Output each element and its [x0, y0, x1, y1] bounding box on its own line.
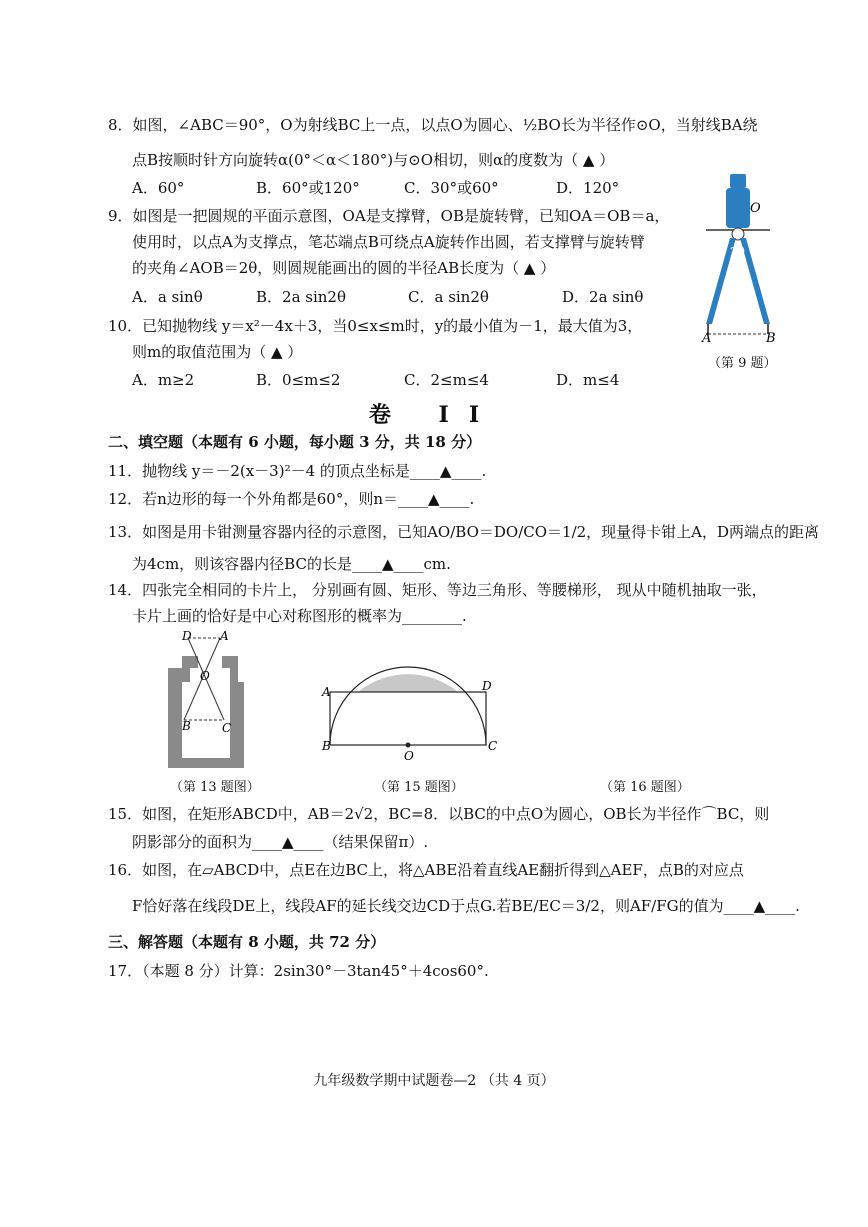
q9-line1: 9．如图是一把圆规的平面示意图，OA是支撑臂，OB是旋转臂，已知OA＝OB＝a， — [108, 207, 670, 225]
q8-option-a: A．60° — [132, 179, 185, 197]
q10-line2: 则m的取值范围为（ ▲ ） — [132, 343, 303, 361]
compass-knob — [730, 174, 746, 188]
q16-line2: F恰好落在线段DE上，线段AF的延长线交边CD于点G.若BE/EC＝3/2，则AF/FG的值为____▲____. — [132, 897, 800, 915]
page-footer: 九年级数学期中试题卷—2 （共 4 页） — [313, 1073, 555, 1089]
fig16-caption: （第 16 题图） — [600, 780, 690, 795]
fig15-label-a: A — [322, 685, 331, 699]
q10-line1: 10．已知抛物线 y＝x²－4x＋3，当0≤x≤m时，y的最小值为－1，最大值为3， — [108, 317, 643, 335]
q9-option-c: C．a sin2θ — [408, 288, 489, 306]
center-o — [406, 743, 411, 748]
label-angle: 2θ — [730, 245, 745, 259]
q8-line1: 8．如图，∠ABC＝90°，O为射线BC上一点，以点O为圆心、½BO长为半径作⊙O，当射线BA绕 — [108, 116, 758, 134]
compass-figure — [700, 172, 780, 346]
fig13-label-c: C — [222, 721, 232, 735]
q10-option-d: D．m≤4 — [556, 371, 620, 389]
q14-line1: 14．四张完全相同的卡片上， 分别画有圆、矩形、等边三角形、等腰梯形， 现从中随机抽取一张， — [108, 581, 767, 599]
fig15-diagram — [322, 670, 502, 770]
q8-line2: 点B按顺时针方向旋转α(0°＜α＜180°)与⊙O相切，则α的度数为（ ▲ ） — [132, 151, 615, 169]
fig15-label-o: O — [404, 749, 414, 763]
q13-line1: 13．如图是用卡钳测量容器内径的示意图，已知AO/BO＝DO/CO＝1/2，现量得卡钳上A，D两端点的距离 — [108, 523, 820, 541]
q9-line3: 的夹角∠AOB＝2θ，则圆规能画出的圆的半径AB长度为（ ▲ ） — [132, 259, 556, 277]
fill-section-heading: 二、填空题（本题有 6 小题，每小题 3 分，共 18 分） — [108, 433, 482, 451]
q9-option-a: A．a sinθ — [132, 288, 203, 306]
fig15-label-b: B — [322, 739, 331, 753]
label-o: O — [750, 201, 761, 216]
q12: 12．若n边形的每一个外角都是60°，则n＝____▲____. — [108, 490, 475, 508]
q16-line1: 16．如图，在▱ABCD中，点E在边BC上，将△ABE沿着直线AE翻折得到△AEF，点B的对应点 — [108, 861, 744, 879]
q9-option-b: B．2a sin2θ — [256, 288, 347, 306]
q10-option-b: B．0≤m≤2 — [256, 371, 341, 389]
q9-line2: 使用时，以点A为支撑点，笔芯端点B可绕点A旋转作出圆，若支撑臂与旋转臂 — [132, 233, 645, 251]
container-left-lip — [182, 656, 198, 682]
answer-section-heading: 三、解答题（本题有 8 小题，共 72 分） — [108, 933, 386, 951]
label-a: A — [702, 331, 712, 346]
fig15-label-c: C — [488, 739, 498, 753]
q15-line1: 15．如图，在矩形ABCD中，AB＝2√2，BC=8．以BC的中点O为圆心，OB长为半径作⌒BC，则 — [108, 805, 770, 823]
section-title: 卷 II — [368, 402, 500, 428]
q8-option-b: B．60°或120° — [256, 179, 360, 197]
q10-option-c: C．2≤m≤4 — [404, 371, 489, 389]
fig9-caption: （第 9 题） — [708, 356, 777, 371]
fig15-caption: （第 15 题图） — [374, 780, 464, 795]
q17: 17．（本题 8 分）计算：2sin30°－3tan45°＋4cos60°. — [108, 962, 489, 980]
fig13-caption: （第 13 题图） — [170, 780, 260, 795]
label-b: B — [766, 331, 776, 346]
fig13-label-d: D — [182, 629, 192, 643]
q13-line2: 为4cm，则该容器内径BC的长是____▲____cm. — [132, 555, 451, 573]
q9-option-d: D．2a sinθ — [562, 288, 644, 306]
q11: 11．抛物线 y＝－2(x－3)²－4 的顶点坐标是____▲____. — [108, 462, 487, 480]
q14-line2: 卡片上画的恰好是中心对称图形的概率为________. — [132, 607, 467, 625]
shaded-region — [358, 674, 458, 692]
compass-head — [726, 188, 750, 228]
fig13-label-b: B — [182, 719, 191, 733]
rectangle-abcd — [330, 692, 486, 745]
q8-option-d: D．120° — [556, 179, 620, 197]
q10-option-a: A．m≥2 — [132, 371, 195, 389]
fig13-diagram — [160, 628, 260, 768]
fig15-label-d: D — [482, 679, 492, 693]
fig13-label-o: O — [200, 669, 210, 683]
container-right-lip — [222, 656, 238, 682]
q15-line2: 阴影部分的面积为____▲____（结果保留π）. — [132, 833, 429, 851]
q8-option-c: C．30°或60° — [404, 179, 499, 197]
fig13-label-a: A — [220, 629, 229, 643]
